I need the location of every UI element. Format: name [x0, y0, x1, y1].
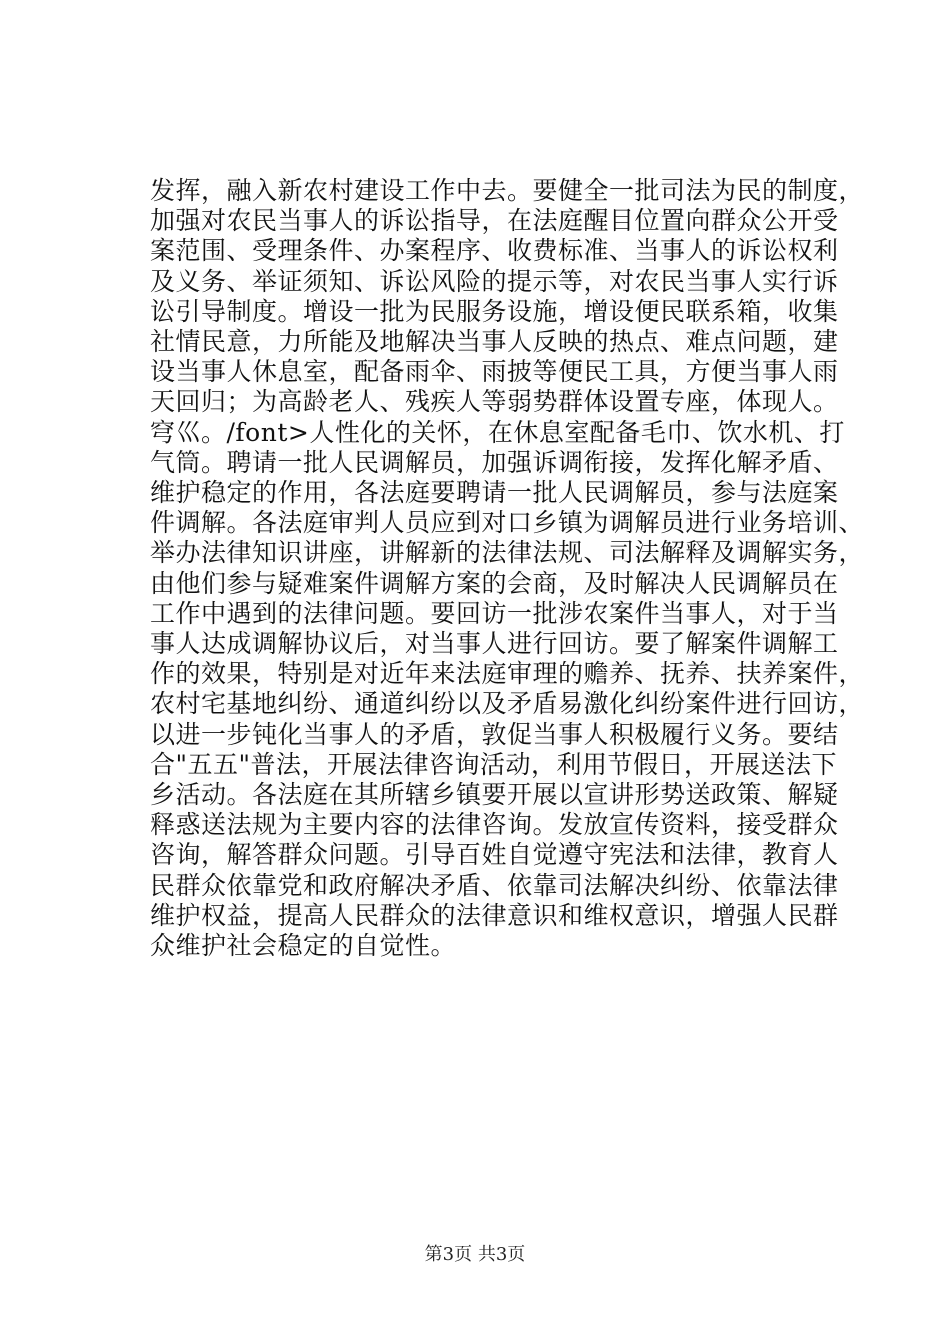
- text-line: 合"五五"普法，开展法律咨询活动，利用节假日，开展送法下: [150, 749, 838, 779]
- text-line: 穹巛。/font>人性化的关怀，在休息室配备毛巾、饮水机、打: [150, 417, 845, 447]
- text-line: 设当事人休息室，配备雨伞、雨披等便民工具，方便当事人雨: [150, 357, 839, 387]
- text-line: 作的效果，特别是对近年来法庭审理的赡养、抚养、扶养案件，: [150, 659, 865, 689]
- text-line: 加强对农民当事人的诉讼指导，在法庭醒目位置向群众公开受: [150, 206, 839, 236]
- page-number-footer: 第3页 共3页: [424, 1244, 526, 1265]
- text-line: 咨询，解答群众问题。引导百姓自觉遵守宪法和法律，教育人: [150, 840, 839, 870]
- text-line: 维护稳定的作用，各法庭要聘请一批人民调解员，参与法庭案: [150, 478, 839, 508]
- text-line: 民群众依靠党和政府解决矛盾、依靠司法解决纠纷、依靠法律: [150, 870, 839, 900]
- text-line: 众维护社会稳定的自觉性。: [150, 931, 457, 961]
- text-line: 件调解。各法庭审判人员应到对口乡镇为调解员进行业务培训、: [150, 508, 865, 538]
- text-line: 乡活动。各法庭在其所辖乡镇要开展以宣讲形势送政策、解疑: [150, 780, 839, 810]
- text-line: 维护权益，提高人民群众的法律意识和维权意识，增强人民群: [150, 900, 839, 930]
- text-line: 以进一步钝化当事人的矛盾，敦促当事人积极履行义务。要结: [150, 719, 839, 749]
- text-line: 工作中遇到的法律问题。要回访一批涉农案件当事人，对于当: [150, 598, 839, 628]
- text-line: 社情民意，力所能及地解决当事人反映的热点、难点问题，建: [150, 327, 839, 357]
- text-line: 由他们参与疑难案件调解方案的会商，及时解决人民调解员在: [150, 568, 839, 598]
- text-line: 天回归；为高龄老人、残疾人等弱势群体设置专座，体现人。: [150, 387, 839, 417]
- text-line: 案范围、受理条件、办案程序、收费标准、当事人的诉讼权利: [150, 236, 839, 266]
- text-line: 释惑送法规为主要内容的法律咨询。发放宣传资料，接受群众: [150, 810, 839, 840]
- text-line: 讼引导制度。增设一批为民服务设施，增设便民联系箱，收集: [150, 296, 839, 326]
- body-paragraph: [150, 176, 865, 961]
- text-line: 气筒。聘请一批人民调解员，加强诉调衔接，发挥化解矛盾、: [150, 447, 839, 477]
- text-line: 事人达成调解协议后，对当事人进行回访。要了解案件调解工: [150, 629, 839, 659]
- text-line: 及义务、举证须知、诉讼风险的提示等，对农民当事人实行诉: [150, 266, 839, 296]
- text-line: 发挥，融入新农村建设工作中去。要健全一批司法为民的制度，: [150, 176, 865, 205]
- text-line: 农村宅基地纠纷、通道纠纷以及矛盾易激化纠纷案件进行回访，: [150, 689, 865, 719]
- text-line: 举办法律知识讲座，讲解新的法律法规、司法解释及调解实务，: [150, 538, 865, 568]
